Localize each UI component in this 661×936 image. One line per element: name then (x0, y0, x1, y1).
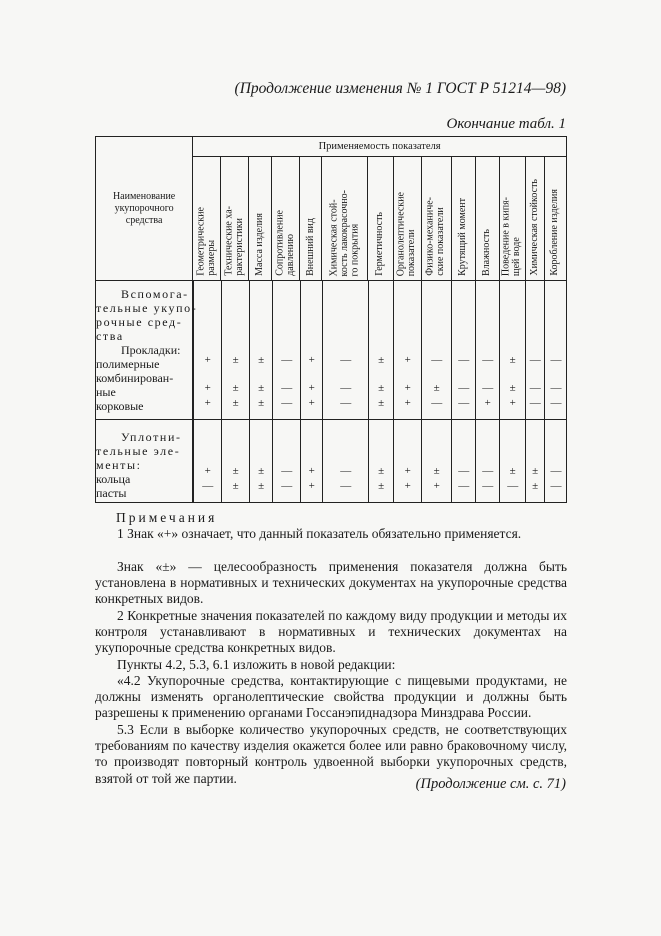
group-title-line: Вспомога- (121, 287, 189, 301)
value-cell: — (273, 464, 301, 479)
value-cell: ± (500, 368, 526, 396)
column-header-14 (544, 157, 566, 281)
column-header-label: Влажность (480, 229, 492, 276)
column-header-4 (272, 157, 300, 281)
value-cell: + (394, 368, 422, 396)
value-cell: + (301, 353, 323, 368)
table-row (194, 396, 567, 411)
value-cell: — (452, 368, 476, 396)
group-title-line: тельные укупо- (96, 301, 198, 315)
value-cell: — (476, 479, 500, 494)
value-cell: + (394, 479, 422, 494)
column-header-13 (525, 157, 544, 281)
column-header-6 (322, 157, 368, 281)
row-name: ные (96, 385, 116, 399)
value-cell: ± (526, 479, 545, 494)
value-cell: ± (250, 479, 273, 494)
row-name: полимерные (96, 357, 160, 371)
value-cell: ± (422, 368, 452, 396)
value-cell: — (452, 353, 476, 368)
column-header-label: Поведение в кипя- щей воде (500, 196, 523, 276)
value-cell: — (545, 479, 567, 494)
value-cell: + (194, 396, 222, 411)
value-cell: + (194, 464, 222, 479)
paragraph-points: Пункты 4.2, 5.3, 6.1 изложить в новой редакции: (117, 657, 396, 672)
value-cell: + (301, 368, 323, 396)
value-cell: — (545, 464, 567, 479)
value-cell: + (301, 396, 323, 411)
value-cell: — (323, 353, 369, 368)
column-header-label: Масса изделия (254, 213, 266, 276)
column-header-3 (249, 157, 272, 281)
column-header-label: Сопротивление давлению (274, 210, 296, 276)
column-header-label: Внешний вид (304, 218, 316, 276)
value-cell: — (500, 479, 526, 494)
value-cell: ± (369, 368, 394, 396)
value-cell: — (194, 479, 222, 494)
column-header-1 (193, 157, 221, 281)
value-cell: + (394, 464, 422, 479)
value-cell: ± (222, 479, 250, 494)
value-cell: — (422, 396, 452, 411)
value-cell: + (422, 479, 452, 494)
value-cell: — (323, 479, 369, 494)
value-cell: + (194, 353, 222, 368)
table-row (194, 464, 567, 479)
value-cell: — (545, 353, 567, 368)
group-subtitle: Прокладки: (121, 343, 181, 357)
table-row (194, 353, 567, 368)
paragraph-4-2: «4.2 Укупорочные средства, контактирующие с пищевыми продуктами, не должны изменять органолептические свойства продукции и должны быть разрешены к применению органами Госсанэпиднадзора Минздрава России. (95, 673, 567, 721)
table-row (194, 368, 567, 396)
value-cell: — (452, 396, 476, 411)
value-cell: + (500, 396, 526, 411)
value-cell: ± (369, 464, 394, 479)
value-cell: ± (369, 353, 394, 368)
row-name: кольца (96, 472, 131, 486)
value-cell: — (323, 368, 369, 396)
group2-name-cell (96, 420, 193, 503)
value-cell: + (194, 368, 222, 396)
column-header-label: Органолептические показатели (395, 191, 418, 276)
value-cell: ± (369, 479, 394, 494)
column-header-8 (393, 157, 421, 281)
column-header-7 (368, 157, 393, 281)
value-cell: + (301, 464, 323, 479)
value-cell: — (526, 396, 545, 411)
column-header-label: Физико-механиче- ские показатели (424, 197, 447, 276)
column-header-label: Коробление изделия (549, 189, 561, 276)
value-cell: ± (250, 464, 273, 479)
row-name: комбинирован- (96, 371, 174, 385)
value-cell: + (394, 396, 422, 411)
value-cell: ± (250, 353, 273, 368)
column-header-label: Технические ха- рактеристики (223, 206, 245, 276)
column-header-2 (221, 157, 249, 281)
name-header: Наименование укупорочного средства (96, 137, 193, 281)
value-cell: — (545, 368, 567, 396)
column-header-9 (421, 157, 451, 281)
column-header-label: Геометрические размеры (195, 207, 217, 276)
row-name: пасты (96, 486, 127, 500)
value-cell: ± (250, 368, 273, 396)
value-cell: — (452, 479, 476, 494)
value-cell: — (476, 464, 500, 479)
value-cell: + (394, 353, 422, 368)
value-cell: — (323, 396, 369, 411)
table-caption: Окончание табл. 1 (446, 116, 566, 132)
table-row (194, 479, 567, 494)
value-cell: ± (222, 368, 250, 396)
value-cell: — (273, 396, 301, 411)
value-cell: — (545, 396, 567, 411)
value-cell: — (526, 368, 545, 396)
value-cell: ± (526, 464, 545, 479)
column-header-11 (475, 157, 499, 281)
group1-name-cell (96, 281, 198, 420)
notes-block (116, 510, 217, 526)
column-header-label: Крутящий момент (456, 198, 468, 276)
value-cell: — (273, 479, 301, 494)
value-cell: — (476, 368, 500, 396)
column-header-10 (451, 157, 475, 281)
value-cell: — (273, 353, 301, 368)
value-cell: ± (222, 464, 250, 479)
group-title-line: тельные эле- (96, 444, 181, 458)
document-header: (Продолжение изменения № 1 ГОСТ Р 51214—98) (234, 80, 566, 97)
group-title-line: менты: (96, 458, 142, 472)
value-cell: — (323, 464, 369, 479)
value-cell: — (526, 353, 545, 368)
note-2: 2 Конкретные значения показателей по каждому виду продукции и методы их контроля устанавливают в нормативных и технических документах на укупорочные средства конкретных видов. (95, 608, 567, 656)
column-header-label: Химическая стойкость (528, 179, 540, 276)
paragraph-5-3: 5.3 Если в выборке количество укупорочных средств, не соответствующих требованиям по качеству изделия окажется более или равно браковочному числу, то производят повторный контроль удвоенной выборки укупорочных средств, взятой от той же партии. (95, 722, 567, 786)
value-cell: — (273, 368, 301, 396)
value-cell: ± (369, 396, 394, 411)
column-header-label: Герметичность (374, 212, 386, 276)
value-cell: + (476, 396, 500, 411)
value-cell: ± (422, 464, 452, 479)
value-cell: ± (500, 353, 526, 368)
column-header-12 (499, 157, 525, 281)
value-cell: ± (500, 464, 526, 479)
group-title-line: Уплотни- (121, 430, 182, 444)
value-cell: + (301, 479, 323, 494)
applicability-table (95, 136, 567, 503)
value-cell: ± (222, 353, 250, 368)
notes-title: Примечания (116, 510, 218, 525)
group-title-line: ства (96, 329, 124, 343)
value-cell: — (452, 464, 476, 479)
value-cell: — (476, 353, 500, 368)
group-title-line: рочные сред- (96, 315, 183, 329)
value-cell: ± (222, 396, 250, 411)
value-cell: ± (250, 396, 273, 411)
continuation-note: (Продолжение см. с. 71) (415, 776, 566, 792)
note-1: 1 Знак «+» означает, что данный показатель обязательно применяется. (117, 526, 522, 541)
row-name: корковые (96, 399, 144, 413)
note-sign-plusminus: Знак «±» — целесообразность применения показателя должна быть установлена в нормативных и технических документах на укупорочные средства конкретных видов. (95, 559, 567, 607)
column-header-label: Химическая стой- кость лакокрасочно- го покрытия (328, 189, 361, 276)
group-header: Применяемость показателя (193, 137, 567, 157)
value-cell: — (422, 353, 452, 368)
column-header-5 (300, 157, 322, 281)
